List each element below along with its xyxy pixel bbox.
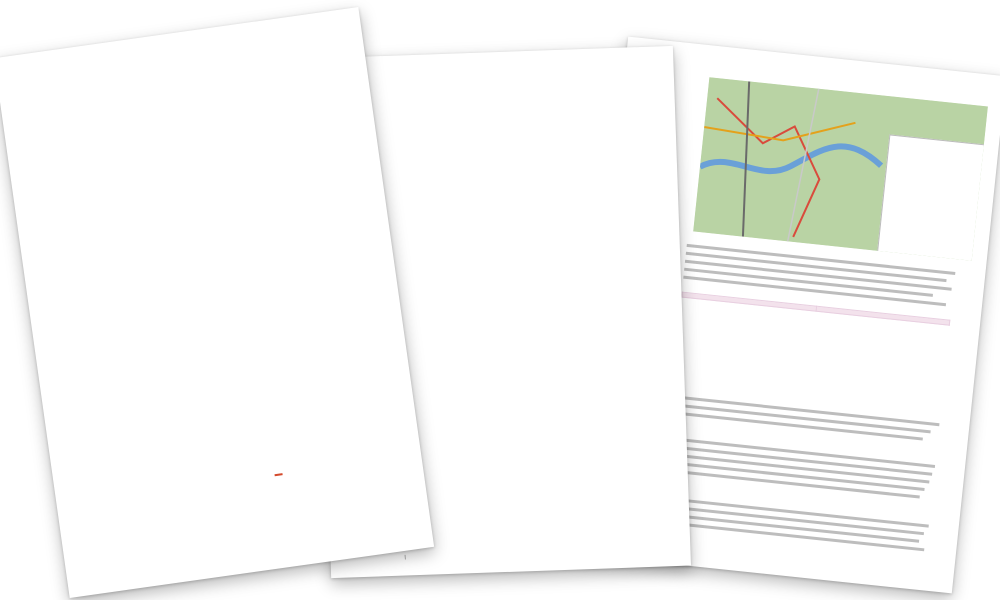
cover-page — [0, 7, 434, 598]
chamber-logo — [273, 444, 414, 481]
paragraph — [393, 105, 655, 114]
closing-text — [398, 486, 668, 495]
photo-grid — [18, 30, 383, 400]
objectives-list — [391, 271, 661, 280]
location-map — [693, 77, 988, 260]
table-header — [816, 306, 950, 325]
logo-sub — [273, 444, 412, 463]
section-heading — [392, 94, 396, 106]
traffic-table — [681, 292, 950, 326]
paragraph — [395, 172, 657, 181]
context-text — [392, 318, 662, 327]
paragraph — [394, 142, 656, 151]
middle-page-footer: | — [404, 554, 406, 561]
logo-name — [273, 444, 412, 463]
paragraph — [396, 203, 658, 212]
objectives-intro — [391, 264, 661, 273]
logo-tagline — [274, 473, 282, 476]
map-legend — [877, 134, 988, 260]
table-header — [682, 292, 816, 311]
